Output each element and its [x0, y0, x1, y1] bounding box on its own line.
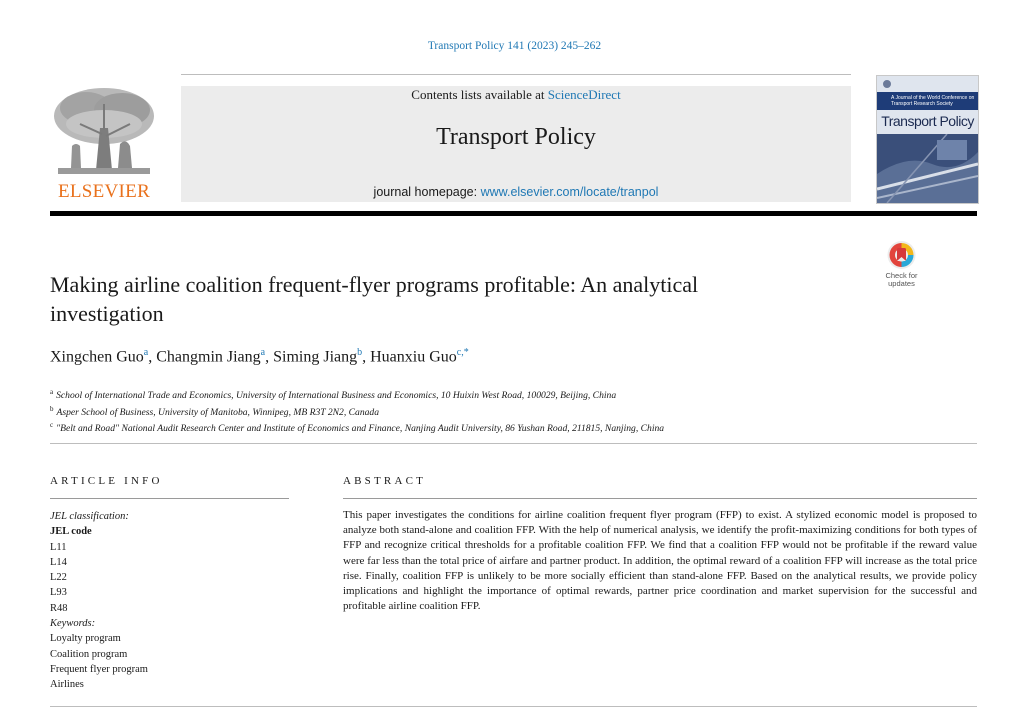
jel-code-item: L14: [50, 556, 67, 568]
affiliation-text: School of International Trade and Economics, University of International Business and Economics, 10 Huixin West Road, 100029, Beijing, China: [56, 390, 617, 402]
author-affiliation-mark[interactable]: a: [143, 347, 149, 358]
check-for-updates-button[interactable]: [876, 240, 927, 290]
author-name[interactable]: Changmin Jiang: [156, 348, 261, 366]
author-name[interactable]: Huanxiu Guo: [370, 348, 457, 366]
author-affiliation-mark[interactable]: a: [260, 347, 266, 358]
elsevier-wordmark: ELSEVIER: [57, 181, 151, 202]
affiliation-mark: a: [50, 388, 54, 396]
header-thick-rule: [50, 211, 977, 216]
author-name[interactable]: Xingchen Guo: [50, 348, 144, 366]
journal-title: Transport Policy: [436, 124, 596, 150]
bottom-divider: [50, 706, 977, 707]
article-info-rule: [50, 498, 289, 499]
affiliation-mark: c: [50, 421, 54, 430]
affiliation-item: [50, 386, 980, 403]
jel-code-label: JEL code: [50, 526, 92, 538]
author-separator: ,: [148, 348, 157, 366]
jel-code-item: L11: [50, 541, 67, 553]
journal-citation[interactable]: Transport Policy 141 (2023) 245–262: [427, 40, 602, 52]
affiliation-item: [50, 419, 980, 436]
sciencedirect-link[interactable]: ScienceDirect: [547, 87, 621, 102]
abstract-heading: ABSTRACT: [343, 475, 427, 487]
jel-classification-label: JEL classification:: [50, 511, 129, 522]
abstract-rule: [343, 498, 977, 499]
cover-traffic-image-icon: [877, 134, 978, 203]
affiliation-text: Asper School of Business, University of Manitoba, Winnipeg, MB R3T 2N2, Canada: [56, 406, 380, 418]
keyword-item: Loyalty program: [50, 633, 121, 645]
cover-title: Transport Policy: [881, 113, 974, 129]
cover-topbar-text: A Journal of the World Conference on Transport Research Society: [891, 95, 975, 107]
keyword-item: Airlines: [50, 679, 84, 691]
check-for-updates-icon: [886, 240, 917, 272]
header-top-rule: [181, 74, 851, 75]
article-info-list: [50, 509, 310, 693]
elsevier-tree-logo-icon: [50, 84, 158, 180]
contents-line: [181, 87, 851, 103]
keyword-item: Coalition program: [50, 648, 128, 660]
affiliation-mark: b: [50, 404, 54, 413]
article-title: Making airline coalition frequent-flyer programs profitable: An analytical investigation: [50, 272, 699, 326]
journal-banner: [181, 86, 851, 202]
updates-label-line1: Check for: [885, 271, 918, 280]
author-list: [50, 347, 950, 366]
cover-logo-icon: [882, 79, 892, 89]
cover-topbar: [877, 92, 978, 110]
jel-code-item: L22: [50, 572, 67, 584]
author-separator: ,: [265, 348, 274, 366]
author-separator: ,: [362, 348, 371, 366]
section-divider: [50, 443, 977, 444]
publisher-logo[interactable]: [50, 84, 158, 204]
keyword-item: Frequent flyer program: [50, 663, 148, 675]
updates-label-line2: updates: [888, 279, 915, 288]
jel-code-item: L93: [50, 587, 67, 599]
affiliation-item: [50, 403, 980, 420]
homepage-line: [181, 185, 851, 199]
author-affiliation-mark[interactable]: c,*: [456, 347, 469, 358]
contents-prefix: Contents lists available at: [411, 87, 548, 102]
affiliation-list: [50, 386, 980, 436]
affiliation-text: "Belt and Road" National Audit Research Center and Institute of Economics and Finance, Nanjing Audit University, 86 Yushan Road, 211815, Nanjing, China: [56, 423, 665, 435]
author-affiliation-mark[interactable]: b: [357, 347, 363, 358]
author-name[interactable]: Siming Jiang: [273, 348, 358, 366]
journal-homepage-link[interactable]: www.elsevier.com/locate/tranpol: [480, 185, 659, 199]
homepage-prefix: journal homepage:: [373, 185, 481, 199]
keywords-label: Keywords:: [50, 618, 96, 630]
journal-cover[interactable]: [876, 75, 979, 204]
article-info-heading: ARTICLE INFO: [50, 475, 163, 487]
check-for-updates-label: [876, 272, 927, 288]
abstract-text: This paper investigates the conditions for airline coalition frequent flyer program (FFP) to exist. A stylized economic model is proposed to analyze both stand-alone and coalition FFP. With the help of numerical analysis, we identify the profit-maximizing conditions for both types of FFP and recognize critical thresholds for a profitable coalition FFP. We find that a coalition FFP would not be profitable if the reward value were far less than the total price of airfare and partner product. In addition, the optimal reward of a coalition FFP will increase as the total price rise. Finally, coalition FFP is unlikely to be more socially efficient than stand-alone FFP. Based on the analytical results, we provide policy implications and highlight the importance of optimal rewards, partner price coordination and market supervision for the successful and profitable airline coalition FFP.: [343, 509, 977, 613]
jel-code-item: R48: [50, 602, 68, 614]
